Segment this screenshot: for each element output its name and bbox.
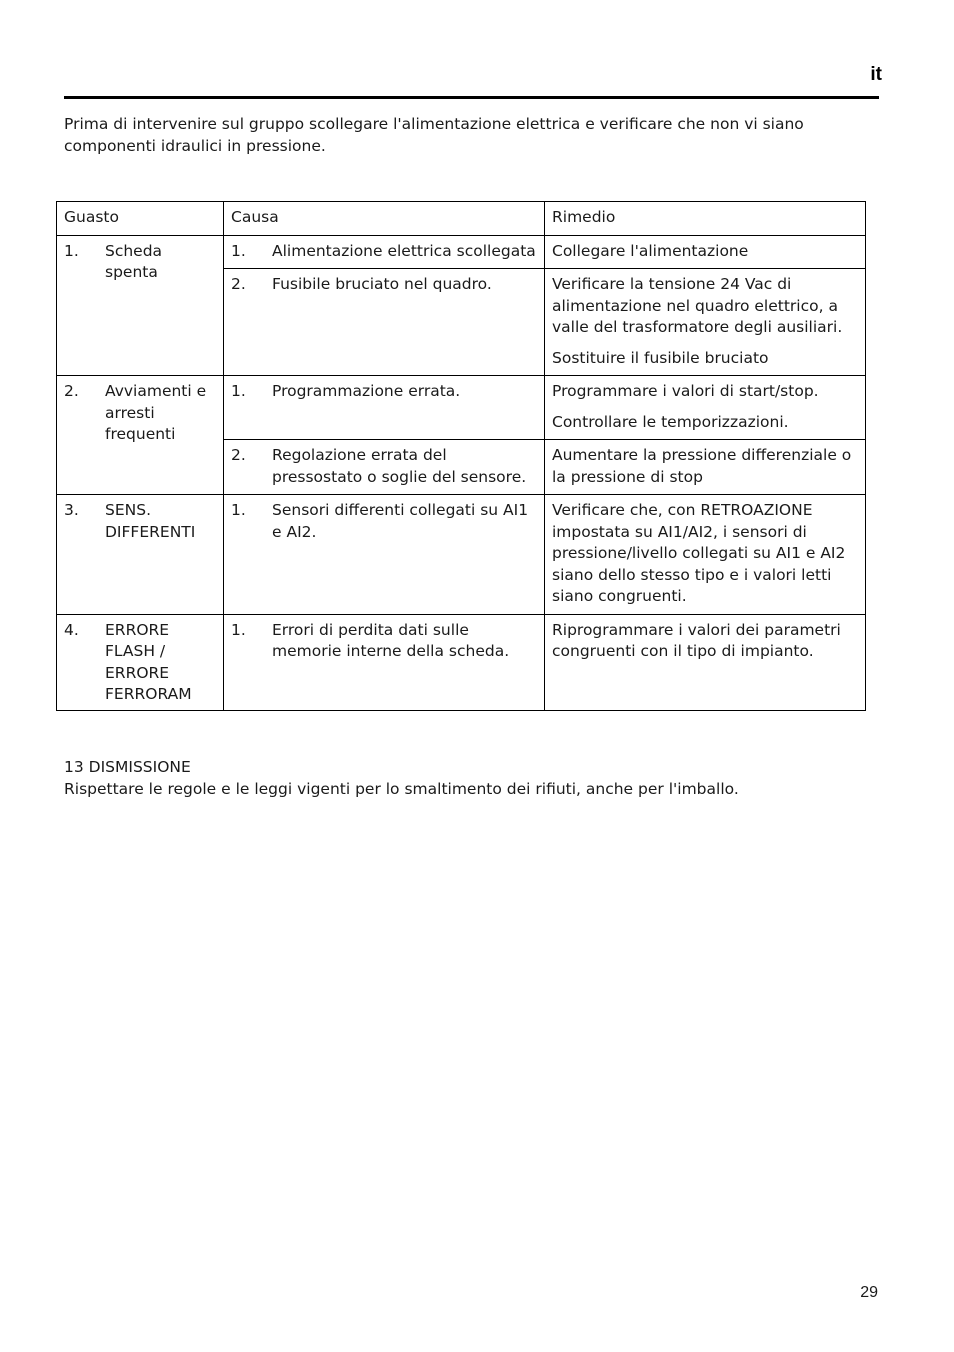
fault-cell [57,614,224,710]
remedy-cell [545,269,866,376]
remedy-text: Aumentare la pressione differenziale o la pressione di stop [552,446,852,486]
cause-cell [224,235,545,269]
fault-cell [57,235,224,376]
cause-text: Alimentazione elettrica scollegata [272,241,536,260]
fault-cell [57,495,224,615]
table-row [57,614,866,710]
remedy-text: Sostituire il fusibile bruciato [552,348,769,367]
remedy-text: Controllare le temporizzazioni. [552,412,789,431]
cause-number: 1. [231,382,246,400]
remedy-text: Collegare l'alimentazione [552,241,749,260]
header-guasto: Guasto [57,202,224,236]
remedy-cell [545,440,866,495]
table-row [57,235,866,269]
remedy-text: Verificare che, con RETROAZIONE impostata su AI1/AI2, i sensori di pressione/livello collegati su AI1 e AI2 siano dello stesso tipo e i valori letti siano congruenti. [552,501,846,605]
troubleshooting-table [56,201,866,711]
cause-cell [224,269,545,376]
language-label: it [870,64,882,85]
cause-cell [224,440,545,495]
remedy-cell [545,495,866,615]
fault-number: 1. [64,241,79,260]
fault-name: Avviamenti e arresti frequenti [105,382,207,443]
remedy-text: Programmare i valori di start/stop. [552,382,819,400]
cause-text: Sensori differenti collegati su AI1 e AI2. [272,501,529,541]
cause-number: 1. [231,241,246,260]
fault-name: Scheda spenta [105,241,163,281]
fault-number: 4. [64,620,79,639]
cause-number: 2. [231,446,246,464]
header-rimedio: Rimedio [545,202,866,236]
cause-text: Regolazione errata del pressostato o soglie del sensore. [272,446,527,486]
cause-cell [224,495,545,615]
cause-text: Errori di perdita dati sulle memorie interne della scheda. [272,620,510,660]
table-row [57,376,866,440]
remedy-cell [545,614,866,710]
cause-text: Fusibile bruciato nel quadro. [272,275,492,293]
page-number: 29 [860,1284,878,1301]
remedy-cell [545,376,866,440]
section-title: 13 DISMISSIONE [64,758,191,776]
cause-cell [224,376,545,440]
cause-text: Programmazione errata. [272,382,461,400]
remedy-cell [545,235,866,269]
fault-name: ERRORE FLASH / ERRORE FERRORAM [105,620,192,703]
disposal-section [64,756,864,800]
fault-number: 3. [64,501,79,519]
cause-number: 1. [231,620,246,639]
table-header-row [57,202,866,236]
fault-number: 2. [64,382,79,400]
cause-number: 1. [231,501,246,519]
cause-number: 2. [231,275,246,293]
remedy-text: Verificare la tensione 24 Vac di alimentazione nel quadro elettrico, a valle del trasformatore degli ausiliari. [552,275,843,336]
table-row [57,495,866,615]
intro-paragraph: Prima di intervenire sul gruppo scollegare l'alimentazione elettrica e verificare che non vi siano componenti idraulici in pressione. [64,115,804,155]
cause-cell [224,614,545,710]
fault-name: SENS. DIFFERENTI [105,501,196,541]
header-causa: Causa [224,202,545,236]
remedy-text: Riprogrammare i valori dei parametri congruenti con il tipo di impianto. [552,620,841,660]
fault-cell [57,376,224,495]
header-rule [64,96,879,99]
section-body: Rispettare le regole e le leggi vigenti per lo smaltimento dei rifiuti, anche per l'imballo. [64,780,739,798]
